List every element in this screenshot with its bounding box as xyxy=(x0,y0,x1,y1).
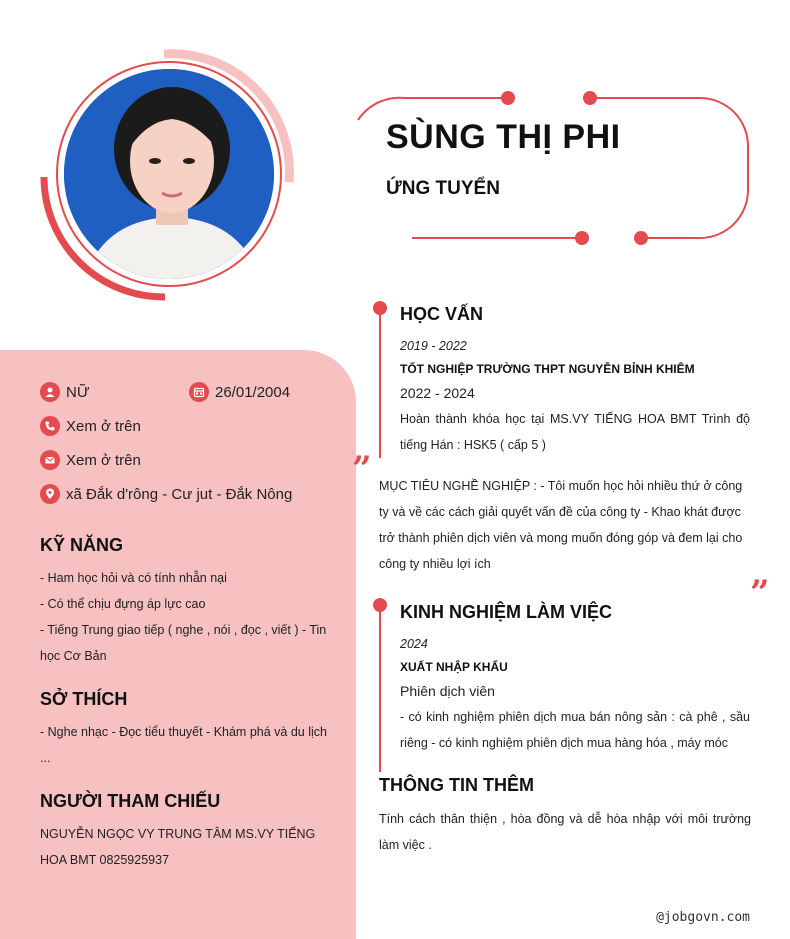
quote-open-icon: ” xyxy=(352,449,372,489)
user-icon xyxy=(40,382,60,402)
skill-item: - Tiếng Trung giao tiếp ( nghe , nói , đọc , viết ) - Tin học Cơ Bản xyxy=(40,623,327,663)
birthday-value: 26/01/2004 xyxy=(215,383,291,401)
hobbies-text: - Nghe nhạc - Đọc tiểu thuyết - Khám phá và du lịch ... xyxy=(40,725,327,765)
references-text: NGUYỄN NGỌC VY TRUNG TÂM MS.VY TIẾNG HOA BMT 0825925937 xyxy=(40,827,316,867)
phone-icon xyxy=(40,416,60,436)
calendar-icon xyxy=(189,382,209,402)
gender-value: NỮ xyxy=(66,383,90,401)
email-value: Xem ở trên xyxy=(66,451,141,469)
birthday-row xyxy=(189,382,290,402)
name-frame-decoration xyxy=(350,90,760,250)
profile-photo xyxy=(64,69,274,279)
experience-marker xyxy=(373,598,387,612)
candidate-name: SÙNG THỊ PHI xyxy=(386,118,621,156)
references-title: NGƯỜI THAM CHIẾU xyxy=(40,791,221,811)
person-portrait xyxy=(64,69,274,279)
applied-position: ỨNG TUYỂN xyxy=(386,178,500,199)
profile-photo-frame xyxy=(32,44,302,304)
experience-timeline xyxy=(379,606,381,772)
education-period-2: 2022 - 2024 xyxy=(400,385,475,401)
education-school: TỐT NGHIỆP TRƯỜNG THPT NGUYỄN BỈNH KHIÊM xyxy=(400,362,695,376)
skills-title: KỸ NĂNG xyxy=(40,535,124,555)
address-row xyxy=(40,484,292,504)
phone-row xyxy=(40,416,141,436)
watermark: @jobgovn.com xyxy=(656,910,750,925)
extra-info-title: THÔNG TIN THÊM xyxy=(379,775,534,795)
experience-company: XUẤT NHẬP KHẨU xyxy=(400,660,508,674)
experience-period: 2024 xyxy=(400,637,428,651)
skill-item: - Có thể chịu đựng áp lực cao xyxy=(40,597,206,611)
location-icon xyxy=(40,484,60,504)
hobbies-title: SỞ THÍCH xyxy=(40,689,128,709)
skills-list xyxy=(40,565,335,669)
mail-icon xyxy=(40,450,60,470)
skill-item: - Ham học hỏi và có tính nhẫn nại xyxy=(40,571,227,585)
experience-title: KINH NGHIỆM LÀM VIỆC xyxy=(400,602,613,622)
education-marker xyxy=(373,301,387,315)
extra-info-text: Tính cách thân thiện , hòa đồng và dễ hòa nhập với môi trường làm việc . xyxy=(379,812,751,852)
education-detail: Hoàn thành khóa học tại MS.VY TIẾNG HOA BMT Trình độ tiếng Hán : HSK5 ( cấp 5 ) xyxy=(400,412,750,452)
experience-role: Phiên dịch viên xyxy=(400,683,495,699)
education-timeline xyxy=(379,308,381,458)
education-title: HỌC VẤN xyxy=(400,304,484,324)
experience-detail: - có kinh nghiệm phiên dịch mua bán nông sản : cà phê , sầu riêng - có kinh nghiệm phiên dịch mua hàng hóa , máy móc xyxy=(400,710,750,750)
address-value: xã Đắk d'rông - Cư jut - Đắk Nông xyxy=(66,485,293,503)
email-row xyxy=(40,450,141,470)
phone-value: Xem ở trên xyxy=(66,417,141,435)
quote-close-icon: ” xyxy=(750,573,770,613)
career-objective: MỤC TIÊU NGHỀ NGHIỆP : - Tôi muốn học hỏi nhiều thứ ở công ty và về các cách giải quyết vấn đề của công ty - Khao khát được trở thành phiên dịch viên và mong muốn đóng góp và đem lại cho công ty nhiều lợi ích xyxy=(379,479,743,571)
gender-row xyxy=(40,382,90,402)
education-period-1: 2019 - 2022 xyxy=(400,339,467,353)
